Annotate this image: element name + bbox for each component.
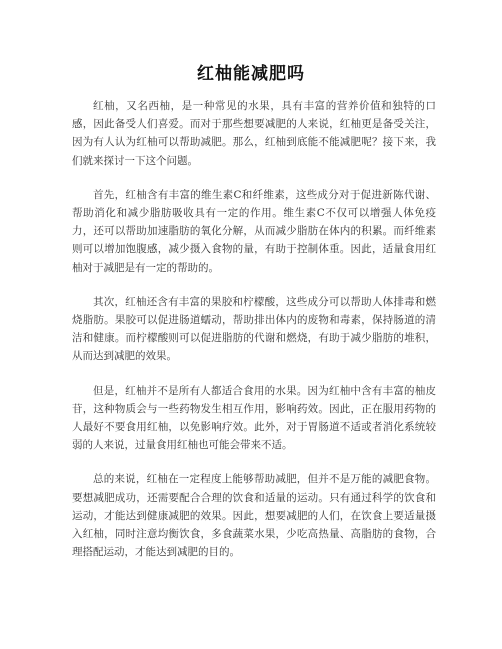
paragraph-pectin-citric-acid: 其次，红柚还含有丰富的果胶和柠檬酸，这些成分可以帮助人体排毒和燃烧脂肪。果胶可以促进肠道蠕动，帮助排出体内的废物和毒素，保持肠道的清洁和健康。而柠檬酸则可以促进脂肪的代谢和燃烧，有助于减少脂肪的堆积，从而达到减肥的效果。 [72, 295, 436, 363]
paragraph-conclusion: 总的来说，红柚在一定程度上能够帮助减肥，但并不是万能的减肥食物。要想减肥成功，还需要配合合理的饮食和适量的运动。只有通过科学的饮食和运动，才能达到健康减肥的效果。因此，想要减肥的人们，在饮食上要适量摄入红柚，同时注意均衡饮食，多食蔬菜水果，少吃高热量、高脂肪的食物，合理搭配运动，才能达到减肥的目的。 [72, 473, 436, 559]
document-body [72, 97, 436, 577]
paragraph-caution: 但是，红柚并不是所有人都适合食用的水果。因为红柚中含有丰富的柚皮苷，这种物质会与一些药物发生相互作用，影响药效。因此，正在服用药物的人最好不要食用红柚，以免影响疗效。此外，对于胃肠道不适或者消化系统较弱的人来说，过量食用红柚也可能会带来不适。 [72, 384, 436, 452]
paragraph-intro: 红柚，又名西柚，是一种常见的水果，具有丰富的营养价值和独特的口感，因此备受人们喜爱。而对于那些想要减肥的人来说，红柚更是备受关注，因为有人认为红柚可以帮助减肥。那么，红柚到底能不能减肥呢？接下来，我们就来探讨一下这个问题。 [72, 100, 436, 167]
document-title: 红柚能减肥吗 [197, 64, 305, 84]
paragraph-vitamin-fiber: 首先，红柚含有丰富的维生素C和纤维素，这些成分对于促进新陈代谢、帮助消化和减少脂肪吸收具有一定的作用。维生素C不仅可以增强人体免疫力，还可以帮助加速脂肪的氧化分解，从而减少脂肪在体内的积累。而纤维素则可以增加饱腹感，减少摄入食物的量，有助于控制体重。因此，适量食用红柚对于减肥是有一定的帮助的。 [72, 188, 436, 274]
